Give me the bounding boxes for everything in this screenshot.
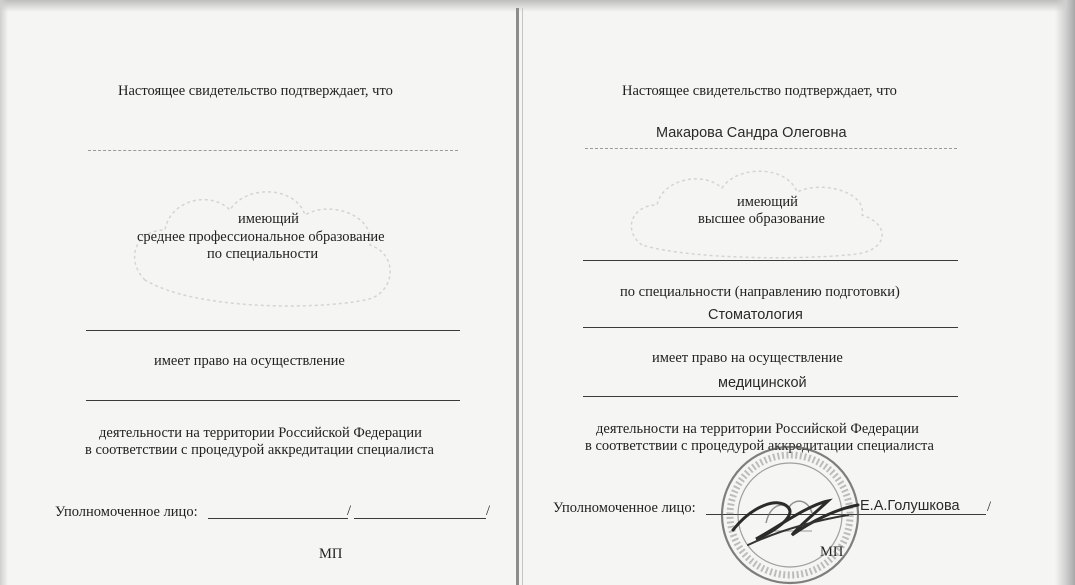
right-having: имеющий bbox=[737, 194, 798, 210]
page-fold bbox=[516, 8, 519, 585]
left-by-specialty: по специальности bbox=[207, 246, 319, 262]
handwritten-signature bbox=[708, 435, 868, 585]
right-activity-type: медицинской bbox=[718, 375, 807, 391]
right-activity-line1: деятельности на территории Российской Федерации bbox=[596, 421, 919, 437]
left-education: среднее профессиональное образование bbox=[137, 229, 385, 245]
right-authorized-label: Уполномоченное лицо: bbox=[553, 500, 696, 516]
left-activity-line1: деятельности на территории Российской Федерации bbox=[99, 425, 422, 441]
left-specialty-line bbox=[86, 330, 460, 331]
right-full-name: Макарова Сандра Олеговна bbox=[656, 125, 847, 141]
right-signer-name: Е.А.Голушкова bbox=[860, 498, 960, 514]
right-specialty-value: Стоматология bbox=[708, 307, 803, 323]
left-signature-line bbox=[208, 518, 348, 519]
left-name-line-sign bbox=[354, 518, 486, 519]
left-header: Настоящее свидетельство подтверждает, что bbox=[118, 83, 393, 99]
right-name-line bbox=[585, 148, 957, 149]
left-activity-line bbox=[86, 400, 460, 401]
left-slash-1: / bbox=[347, 503, 352, 519]
left-authorized-label: Уполномоченное лицо: bbox=[55, 504, 198, 520]
right-education-line bbox=[583, 260, 958, 261]
right-slash: / bbox=[987, 499, 992, 515]
left-mp: МП bbox=[319, 546, 343, 562]
left-slash-2: / bbox=[486, 503, 491, 519]
right-by-specialty: по специальности (направлению подготовки) bbox=[620, 284, 900, 300]
right-mp: МП bbox=[820, 544, 844, 560]
left-activity-line2: в соответствии с процедурой аккредитации специалиста bbox=[85, 442, 434, 458]
left-name-line bbox=[88, 150, 458, 151]
scan-left-shade bbox=[0, 0, 8, 585]
right-education: высшее образование bbox=[698, 211, 825, 227]
right-activity-line2: в соответствии с процедурой аккредитации специалиста bbox=[585, 438, 934, 454]
right-specialty-line bbox=[583, 327, 958, 328]
right-right-to: имеет право на осуществление bbox=[652, 350, 843, 366]
right-header: Настоящее свидетельство подтверждает, что bbox=[622, 83, 897, 99]
page-fold-shadow bbox=[522, 8, 523, 585]
left-having: имеющий bbox=[238, 211, 299, 227]
scan-right-edge bbox=[1055, 0, 1075, 585]
right-activity-line bbox=[583, 396, 958, 397]
left-right-to: имеет право на осуществление bbox=[154, 353, 345, 369]
scan-top-shadow bbox=[0, 0, 1075, 12]
right-signer-line bbox=[848, 514, 986, 515]
